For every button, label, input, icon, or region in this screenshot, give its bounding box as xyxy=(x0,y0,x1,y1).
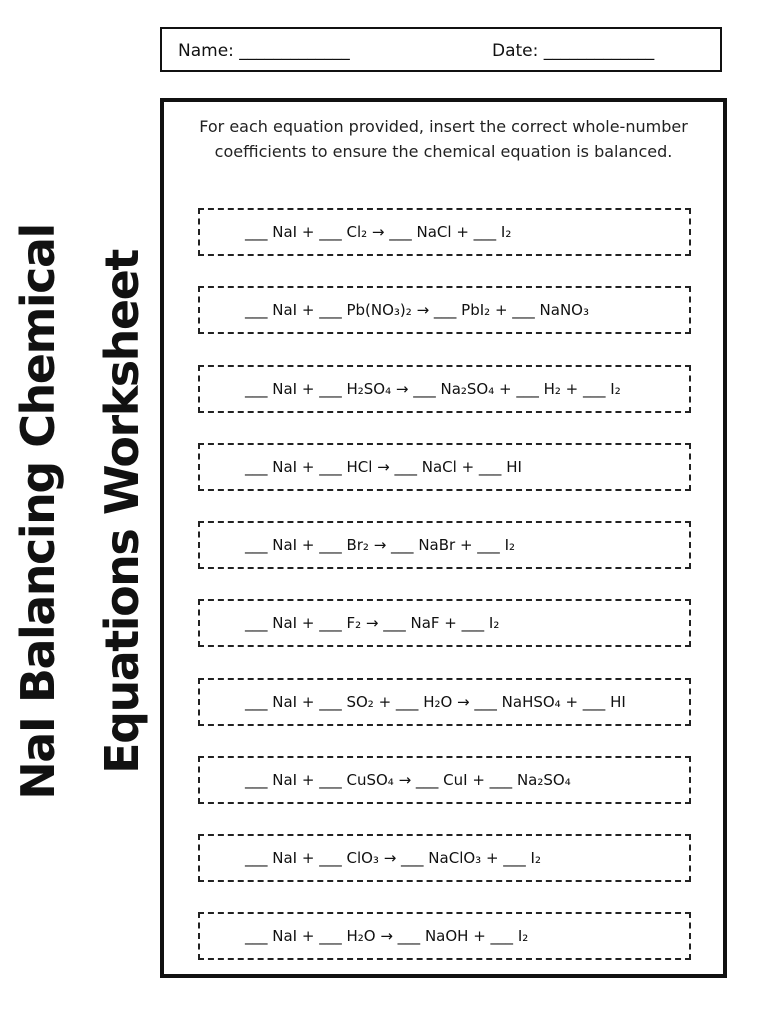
worksheet-title xyxy=(0,0,160,1024)
equation-box[interactable] xyxy=(198,208,691,256)
equations-panel xyxy=(160,98,727,978)
equation-text: ___ NaI + ___ Cl₂ → ___ NaCl + ___ I₂ xyxy=(245,223,512,241)
equation-text: ___ NaI + ___ Br₂ → ___ NaBr + ___ I₂ xyxy=(245,536,515,554)
equation-text: ___ NaI + ___ F₂ → ___ NaF + ___ I₂ xyxy=(245,614,500,632)
equation-text: ___ NaI + ___ HCl → ___ NaCl + ___ HI xyxy=(245,458,522,476)
equation-text: ___ NaI + ___ H₂O → ___ NaOH + ___ I₂ xyxy=(245,927,529,945)
equation-text: ___ NaI + ___ SO₂ + ___ H₂O → ___ NaHSO₄ + ___ HI xyxy=(245,693,626,711)
equation-box[interactable] xyxy=(198,912,691,960)
equation-box[interactable] xyxy=(198,286,691,334)
equation-box[interactable] xyxy=(198,521,691,569)
equation-text: ___ NaI + ___ H₂SO₄ → ___ Na₂SO₄ + ___ H₂ + ___ I₂ xyxy=(245,380,621,398)
equation-text: ___ NaI + ___ Pb(NO₃)₂ → ___ PbI₂ + ___ NaNO₃ xyxy=(245,301,590,319)
equation-box[interactable] xyxy=(198,678,691,726)
title-line-1: NaI Balancing Chemical xyxy=(11,224,65,800)
name-date-box xyxy=(160,27,722,72)
equation-box[interactable] xyxy=(198,834,691,882)
name-field[interactable]: Name: _____________ xyxy=(178,41,350,61)
equation-box[interactable] xyxy=(198,443,691,491)
date-field[interactable]: Date: _____________ xyxy=(492,41,655,61)
equation-text: ___ NaI + ___ CuSO₄ → ___ CuI + ___ Na₂SO₄ xyxy=(245,771,571,789)
equation-box[interactable] xyxy=(198,599,691,647)
title-rotated xyxy=(0,112,164,912)
equation-text: ___ NaI + ___ ClO₃ → ___ NaClO₃ + ___ I₂ xyxy=(245,849,541,867)
title-line-2: Equations Worksheet xyxy=(95,250,149,774)
equation-box[interactable] xyxy=(198,365,691,413)
equation-box[interactable] xyxy=(198,756,691,804)
instructions: For each equation provided, insert the correct whole-number coefficients to ensure the chemical equation is balanced. xyxy=(199,117,688,161)
